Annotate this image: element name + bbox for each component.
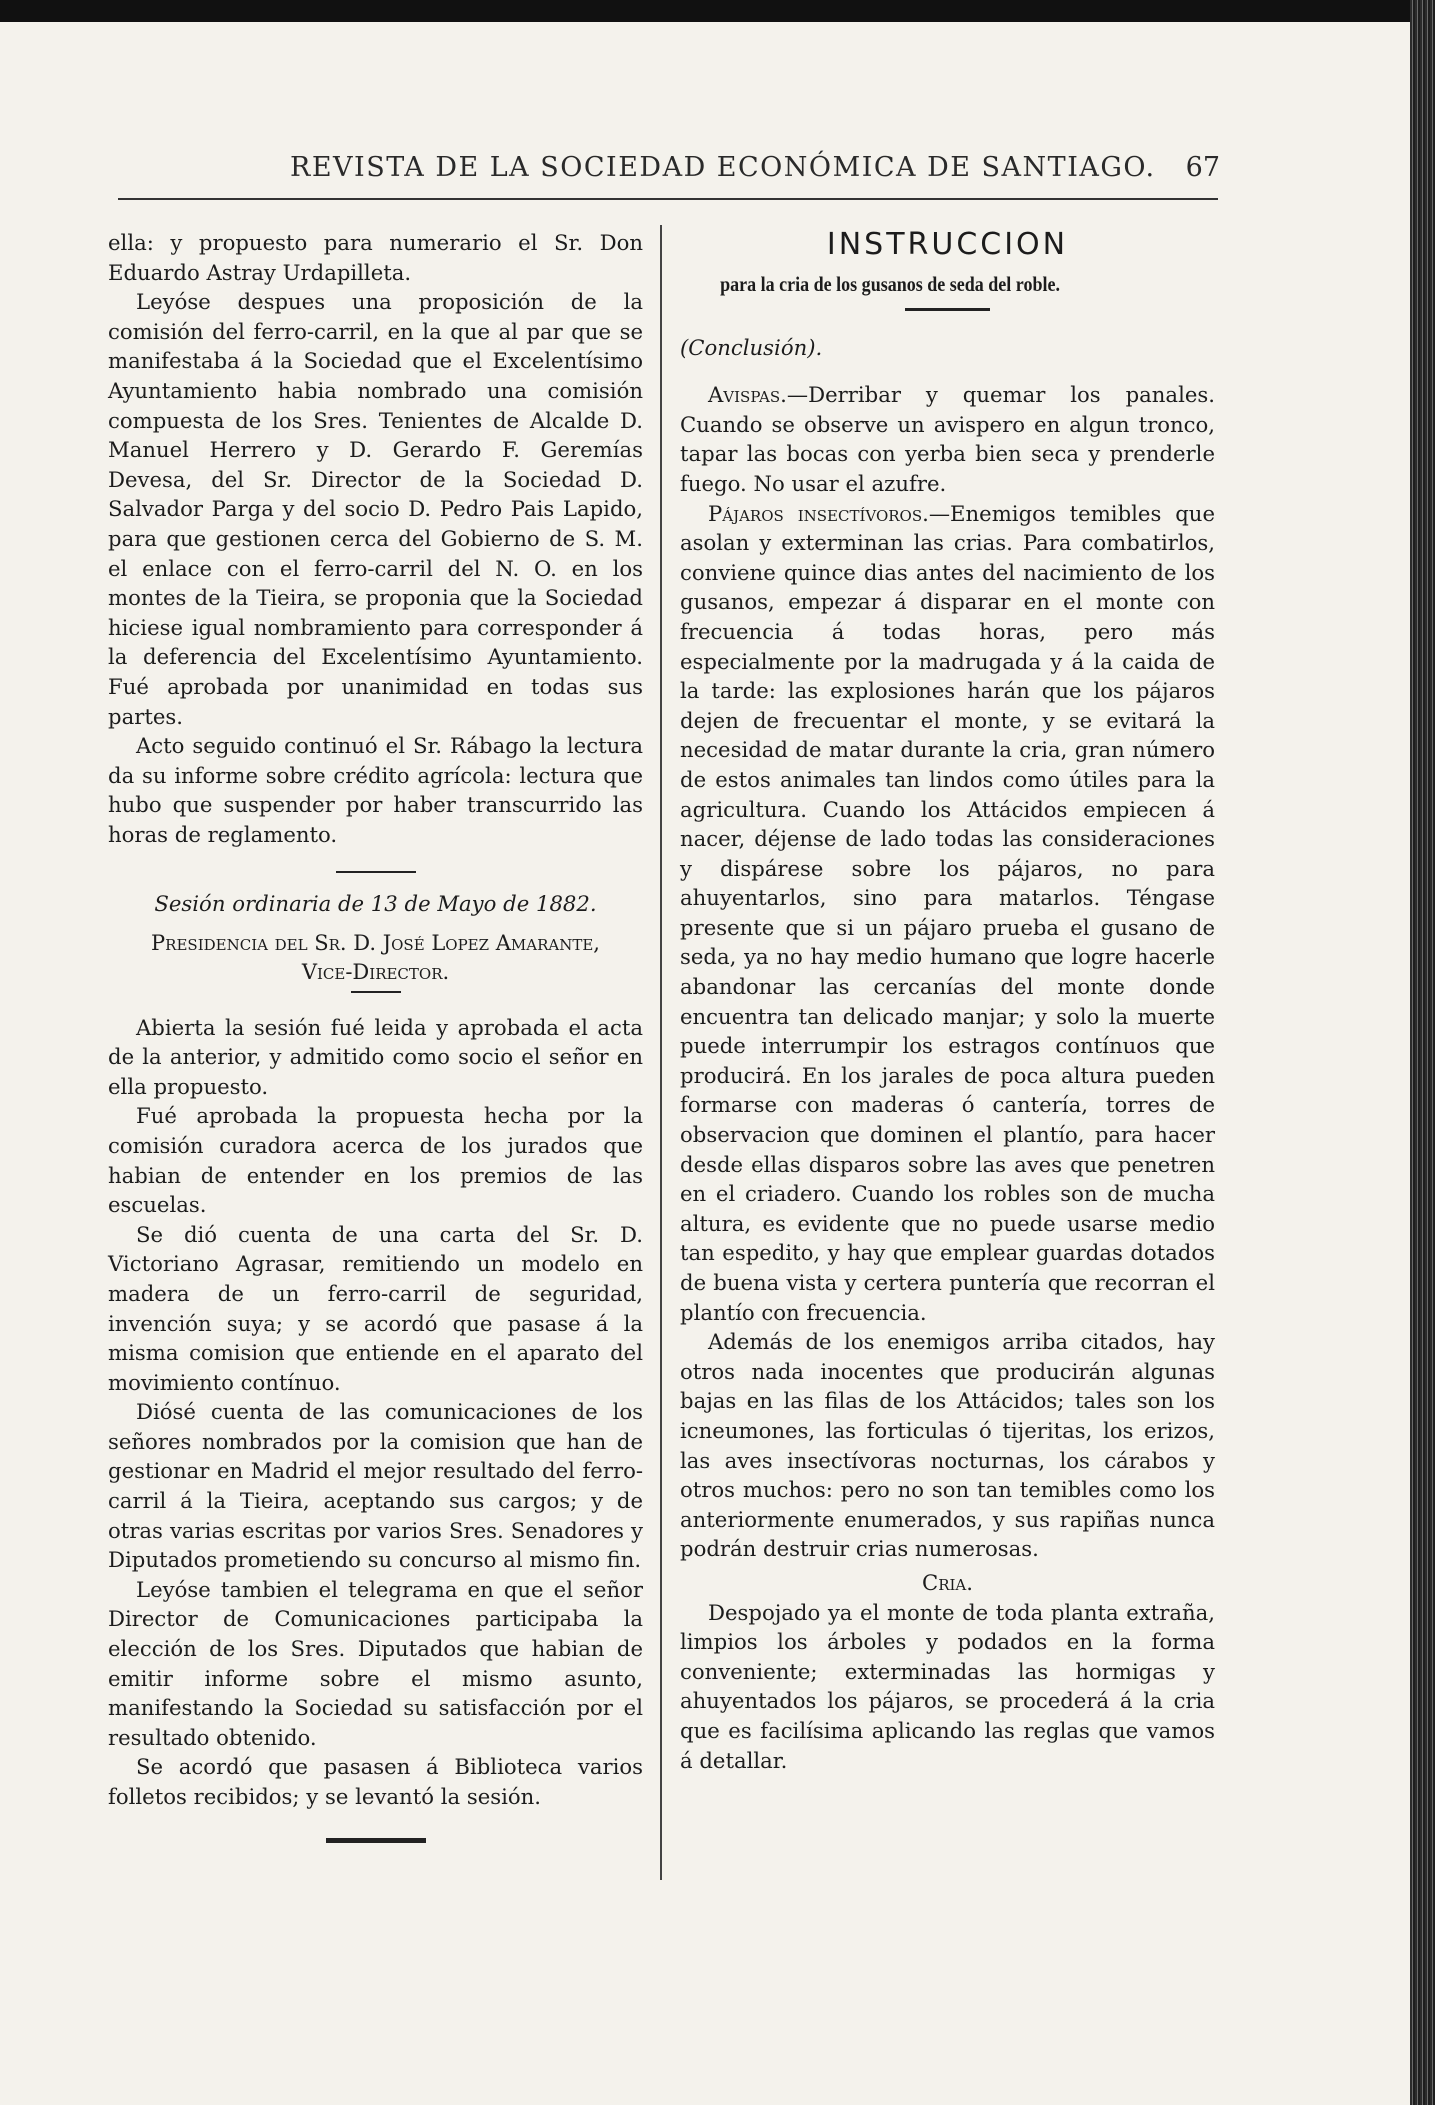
pajaros-text: —Enemigos temibles que asolan y exterminan las crias. Para combatirlos, conviene quince dias antes del nacimiento de los gusanos, empezar á disparar en el monte con frecuencia á todas horas, pero más especialmente por la madrugada y á la caida de la tarde: las explosiones harán que los pájaros dejen de frecuentar el monte, y se evitará la necesidad de matar durante la cria, gran número de estos animales tan lindos como útiles para la agricultura. Cuando los Attácidos empiecen á nacer, déjense de lado todas las consideraciones y dispárese sobre los pájaros, no para ahuyentarlos, sino para matarlos. Téngase presente que si un pájaro prueba el gusano de seda, ya no hay medio humano que logre hacerle abandonar las cercanías del monte donde encuentra tan delicado manjar; y solo la muerte puede interrumpir los estragos contínuos que producirá. En los jarales de poca altura pueden formarse con maderas ó cantería, torres de observacion que dominen el plantío, para hacer desde ellas disparos sobre las aves que penetren en el criadero. Cuando los robles son de mucha altura, es evidente que no puede usarse medio tan espedito, y hay que emplear guardas dotados de buena vista y certera puntería que recorran el plantío con frecuencia.: [680, 500, 1215, 1325]
right-column: [680, 225, 1215, 1775]
paragraph: Se acordó que pasasen á Biblioteca varios folletos recibidos; y se levantó la sesión.: [108, 1754, 643, 1809]
paragraph-avispas: [680, 380, 1215, 498]
paragraph: Leyóse despues una proposición de la comisión del ferro-carril, en la que al par que se manifestaba á la Sociedad que el Excelentísimo Ayuntamiento habia nombrado una comisión compuesta de los Sres. Tenientes de Alcalde D. Manuel Herrero y D. Gerardo F. Geremías Devesa, del Sr. Director de la Sociedad D. Salvador Parga y del socio D. Pedro Pais Lapido, para que gestionen cerca del Gobierno de S. M. el enlace con el ferro-carril del N. O. en los montes de la Tieira, se proponia que la Sociedad hiciese igual nombramiento para corresponder á la deferencia del Excelentísimo Ayuntamiento. Fué aprobada por unanimidad en todas sus partes.: [108, 289, 643, 729]
scan-top-border: [0, 0, 1410, 22]
paragraph: Despojado ya el monte de toda planta extraña, limpios los árboles y podados en la forma conveniente; exterminadas las hormigas y ahuyentados los pájaros, se procederá á la cria que es facilísima aplicando las reglas que vamos á detallar.: [680, 1599, 1215, 1773]
left-column: [108, 228, 643, 1843]
pajaros-label: Pájaros insectívoros.: [708, 500, 929, 526]
article-subtitle: para la cria de los gusanos de seda del roble.: [720, 272, 1060, 296]
paragraph: Fué aprobada la propuesta hecha por la comisión curadora acerca de los jurados que habian de entender en los premios de las escuelas.: [108, 1103, 643, 1218]
paragraph: ella: y propuesto para numerario el Sr. Don Eduardo Astray Urdapilleta.: [108, 230, 643, 285]
title-rule: [905, 308, 990, 311]
book-binding-edge: [1410, 0, 1435, 2105]
section-rule: [336, 871, 416, 873]
presidency-line: Presidencia del Sr. D. José Lopez Amarante,: [151, 931, 600, 956]
paragraph: Se dió cuenta de una carta del Sr. D. Victoriano Agrasar, remitiendo un modelo en madera de un ferro-carril de seguridad, invención suya; y se acordó que pasase á la misma comision que entiende en el aparato del movimiento contínuo.: [108, 1221, 643, 1395]
article-title: INSTRUCCION: [826, 227, 1069, 262]
paragraph: Diósé cuenta de las comunicaciones de los señores nombrados por la comision que han de gestionar en Madrid el mejor resultado del ferro-carril á la Tieira, aceptando sus cargos; y de otras varias escritas por varios Sres. Senadores y Diputados prometiendo su concurso al mismo fin.: [108, 1399, 643, 1573]
running-header: [110, 152, 1230, 192]
header-rule: [118, 198, 1218, 200]
avispas-label: Avispas.: [708, 382, 787, 408]
paragraph: Leyóse tambien el telegrama en que el señor Director de Comunicaciones participaba la elección de los Sres. Diputados que habian de emitir informe sobre el mismo asunto, manifestando la Sociedad su satisfacción por el resultado obtenido.: [108, 1576, 643, 1750]
column-divider: [660, 225, 662, 1880]
presidency-role: Vice-Director.: [301, 960, 450, 985]
avispas-text: —Derribar y quemar los panales. Cuando se observe un avispero en algun tronco, tapar las bocas con yerba bien seca y prenderle fuego. No usar el azufre.: [680, 382, 1215, 496]
cria-heading: Cria.: [922, 1569, 973, 1595]
journal-title: REVISTA DE LA SOCIEDAD ECONÓMICA DE SANTIAGO.: [290, 152, 1156, 183]
page-number: 67: [1185, 152, 1220, 183]
session-title: Sesión ordinaria de 13 de Mayo de 1882.: [154, 891, 597, 917]
conclusion-note: (Conclusión).: [680, 334, 823, 360]
end-rule: [326, 1838, 426, 1843]
paragraph: Abierta la sesión fué leida y aprobada el acta de la anterior, y admitido como socio el señor en ella propuesto.: [108, 1014, 643, 1099]
paragraph-pajaros: [680, 499, 1215, 1328]
paragraph: Además de los enemigos arriba citados, hay otros nada inocentes que producirán algunas bajas en las filas de los Attácidos; tales son los icneumones, las forticulas ó tijeritas, los erizos, las aves insectívoras nocturnas, los cárabos y otros muchos: pero no son tan temibles como los anteriormente enumerados, y sus rapiñas nunca podrán destruir crias numerosas.: [680, 1329, 1215, 1562]
paragraph: Acto seguido continuó el Sr. Rábago la lectura da su informe sobre crédito agrícola: lectura que hubo que suspender por haber transcurrido las horas de reglamento.: [108, 733, 643, 847]
small-rule: [351, 991, 401, 993]
